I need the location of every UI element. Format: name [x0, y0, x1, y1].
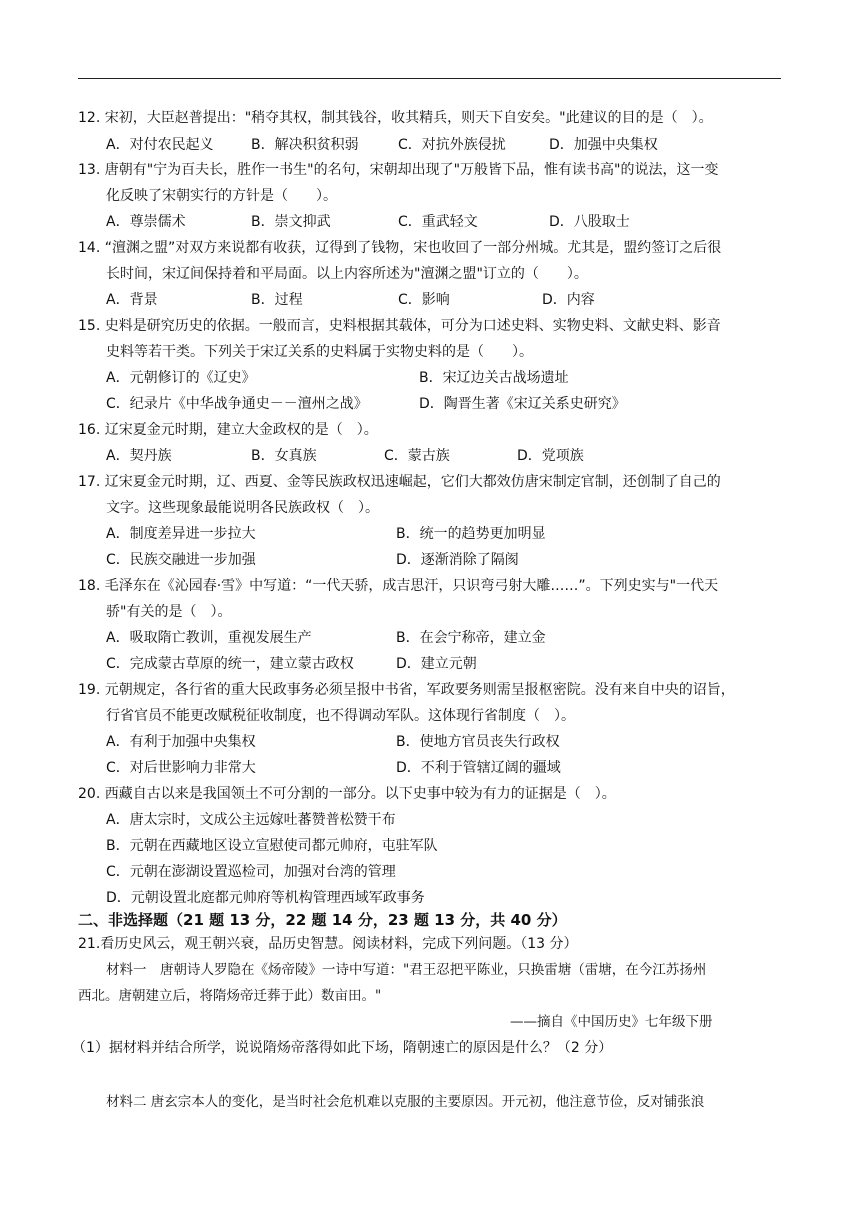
- question-number: 19.: [78, 682, 101, 698]
- question-number: 20.: [78, 786, 101, 802]
- question-16: [78, 420, 378, 440]
- option-b: B．崇文抑武: [251, 214, 331, 230]
- option-d: D．内容: [542, 292, 595, 308]
- question-text-cont: 骄"有关的是（ ）。: [106, 604, 232, 620]
- option-d: D．陶晋生著《宋辽关系史研究》: [419, 396, 626, 412]
- option-b: B．女真族: [251, 448, 317, 464]
- question-number: 15.: [78, 318, 101, 334]
- material-source: ——摘自《中国历史》七年级下册: [510, 1014, 713, 1030]
- question-text-cont: 化反映了宋朝实行的方针是（ ）。: [106, 188, 337, 204]
- option-d: D．加强中央集权: [549, 137, 658, 153]
- option-a: A．制度差异进一步拉大: [106, 526, 256, 542]
- question-13: [78, 160, 718, 180]
- question-12: [78, 108, 713, 128]
- question-number: 17.: [78, 474, 101, 490]
- option-a: A．元朝修订的《辽史》: [106, 370, 256, 386]
- option-c: C．对后世影响力非常大: [106, 760, 256, 776]
- option-c: C．影响: [398, 292, 450, 308]
- question-text: 宋初，大臣赵普提出："稍夺其权，制其钱谷，收其精兵，则天下自安矣。"此建议的目的是（ ）。: [104, 110, 713, 126]
- option-b: B．过程: [251, 292, 303, 308]
- question-number: 18.: [78, 578, 101, 594]
- question-19: [78, 680, 735, 700]
- sub-question-1: （1）据材料并结合所学，说说隋炀帝落得如此下场，隋朝速亡的原因是什么？（2 分）: [72, 1040, 613, 1056]
- header-rule: [78, 78, 781, 79]
- question-number: 12.: [78, 110, 101, 126]
- option-c: C．蒙古族: [384, 448, 450, 464]
- option-a: A．尊崇儒术: [106, 214, 186, 230]
- question-text: “澶渊之盟”对双方来说都有收获，辽得到了钱物，宋也收回了一部分州城。尤其是，盟约签订之后很: [104, 240, 722, 256]
- option-c: C．民族交融进一步加强: [106, 552, 256, 568]
- question-text: 辽宋夏金元时期，建立大金政权的是（ ）。: [104, 422, 378, 438]
- option-b: B．宋辽边关古战场遗址: [419, 370, 569, 386]
- question-20: [78, 784, 616, 804]
- option-d: D．元朝设置北庭都元帅府等机构管理西域军政事务: [106, 890, 425, 906]
- option-d: D．党项族: [517, 448, 584, 464]
- option-d: D．不利于管辖辽阔的疆域: [396, 760, 561, 776]
- question-14: [78, 238, 721, 258]
- option-d: D．建立元朝: [396, 656, 477, 672]
- question-text-cont: 史料等若干类。下列关于宋辽关系的史料属于实物史料的是（ ）。: [106, 344, 533, 360]
- option-c: C．元朝在澎湖设置巡检司，加强对台湾的管理: [106, 864, 396, 880]
- question-text: 辽宋夏金元时期，辽、西夏、金等民族政权迅速崛起，它们大都效仿唐宋制定官制，还创制了自己的: [104, 474, 721, 490]
- option-c: C．对抗外族侵扰: [398, 137, 506, 153]
- question-text: 元朝规定，各行省的重大民政事务必须呈报中书省，军政要务则需呈报枢密院。没有来自中央的诏旨，: [104, 682, 735, 698]
- option-a: A．契丹族: [106, 448, 172, 464]
- option-c: C．重武轻文: [398, 214, 478, 230]
- question-text-cont: 文字。这些现象最能说明各民族政权（ ）。: [106, 500, 379, 516]
- question-18: [78, 576, 718, 596]
- question-number: 16.: [78, 422, 101, 438]
- option-a: A．对付农民起义: [106, 137, 214, 153]
- option-b: B．在会宁称帝，建立金: [396, 630, 546, 646]
- question-15: [78, 316, 721, 336]
- question-17: [78, 472, 721, 492]
- option-b: B．统一的趋势更加明显: [396, 526, 546, 542]
- option-d: D．八股取士: [549, 214, 630, 230]
- option-a: A．有利于加强中央集权: [106, 734, 256, 750]
- question-text-cont: 行省官员不能更改赋税征收制度，也不得调动军队。这体现行省制度（ ）。: [106, 708, 575, 724]
- question-text: 毛泽东在《沁园春·雪》中写道：“一代天骄，成吉思汗，只识弯弓射大雕……”。下列史实与"一代天: [104, 578, 719, 594]
- option-c: C．完成蒙古草原的统一，建立蒙古政权: [106, 656, 354, 672]
- option-b: B．使地方官员丧失行政权: [396, 734, 560, 750]
- material-two: 材料二 唐玄宗本人的变化，是当时社会危机难以克服的主要原因。开元初，他注意节俭，反对铺张浪: [106, 1094, 705, 1110]
- material-one-cont: 西北。唐朝建立后，将隋炀帝迁葬于此）数亩田。": [78, 988, 382, 1004]
- option-b: B．解决积贫积弱: [251, 137, 359, 153]
- option-c: C．纪录片《中华战争通史－－澶州之战》: [106, 396, 368, 412]
- section-heading: 二、非选择题（21 题 13 分，22 题 14 分，23 题 13 分，共 40 分）: [78, 911, 567, 929]
- option-a: A．背景: [106, 292, 158, 308]
- option-a: A．唐太宗时，文成公主远嫁吐蕃赞普松赞干布: [106, 812, 396, 828]
- option-a: A．吸取隋亡教训，重视发展生产: [106, 630, 312, 646]
- option-b: B．元朝在西藏地区设立宣慰使司都元帅府，屯驻军队: [106, 838, 438, 854]
- question-text: 西藏自古以来是我国领土不可分割的一部分。以下史事中较为有力的证据是（ ）。: [104, 786, 616, 802]
- option-d: D．逐渐消除了隔阂: [396, 552, 519, 568]
- question-number: 14.: [78, 240, 101, 256]
- question-number: 13.: [78, 162, 101, 178]
- question-text-cont: 长时间，宋辽间保持着和平局面。以上内容所述为"澶渊之盟"订立的（ ）。: [106, 266, 588, 282]
- question-text: 史料是研究历史的依据。一般而言，史料根据其载体，可分为口述史料、实物史料、文献史料、影音: [104, 318, 721, 334]
- material-one: 材料一 唐朝诗人罗隐在《炀帝陵》一诗中写道："君王忍把平陈业，只换雷塘（雷塘，在今江苏扬州: [106, 962, 707, 978]
- question-21-intro: 21.看历史风云，观王朝兴衰，品历史智慧。阅读材料，完成下列问题。（13 分）: [78, 936, 578, 952]
- question-text: 唐朝有"宁为百夫长，胜作一书生"的名句，宋朝却出现了"万般皆下品，惟有读书高"的说法，这一变: [104, 162, 719, 178]
